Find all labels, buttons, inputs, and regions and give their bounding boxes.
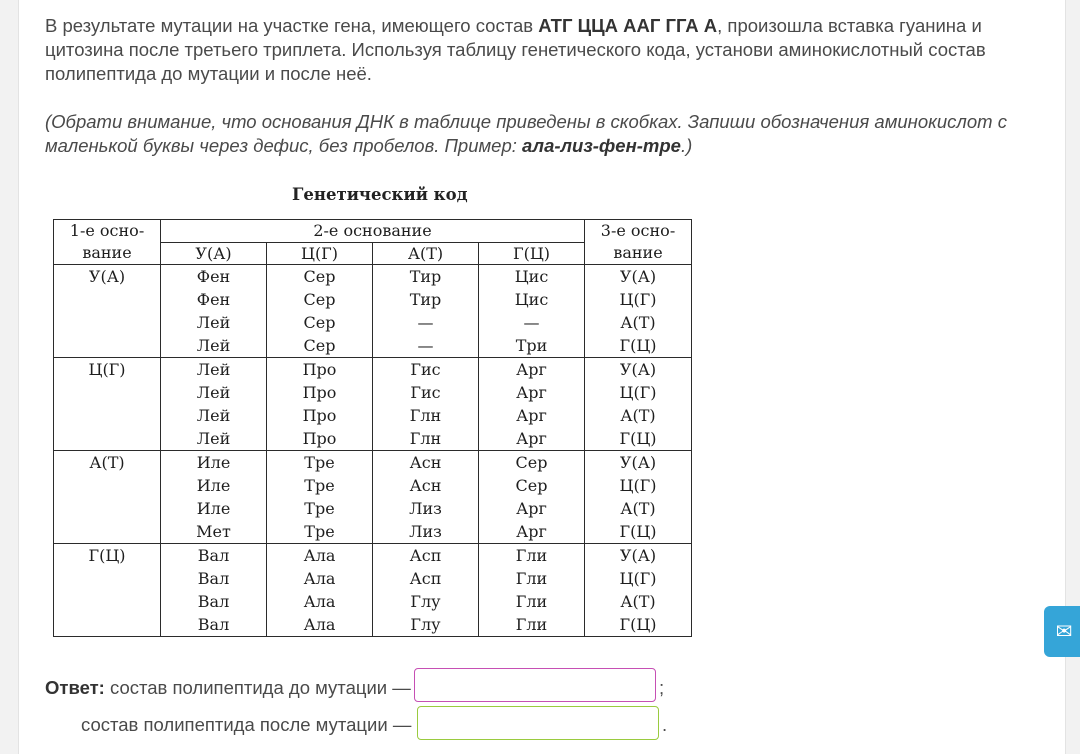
third-base-label: Ц(Г)	[619, 476, 657, 495]
task-text	[45, 14, 1035, 86]
third-base-label: У(А)	[619, 546, 657, 565]
first-base-label: У(А)	[54, 265, 161, 358]
header-text: 1-е осно-	[69, 221, 145, 240]
amino-acid: Ала	[303, 592, 336, 611]
amino-acid: Асп	[409, 546, 442, 565]
amino-acid: Ала	[303, 615, 336, 634]
header-text: вание	[613, 243, 663, 262]
second-base-label: У(А)	[161, 242, 267, 265]
third-base-label: Г(Ц)	[619, 522, 657, 541]
first-base-label: Г(Ц)	[54, 544, 161, 637]
amino-acid: Гли	[515, 615, 548, 634]
amino-acid-cell	[161, 544, 267, 637]
amino-acid: Цис	[514, 267, 549, 286]
amino-acid: Тре	[304, 499, 335, 518]
amino-acid-cell	[479, 451, 585, 544]
amino-acid: Глн	[409, 406, 442, 425]
amino-acid: Глу	[410, 615, 441, 634]
third-base-label: Г(Ц)	[619, 336, 657, 355]
answer-input-after[interactable]	[417, 706, 659, 740]
amino-acid: Тре	[304, 522, 335, 541]
amino-acid: Про	[302, 429, 337, 448]
amino-acid: Про	[302, 406, 337, 425]
amino-acid-cell	[161, 265, 267, 358]
note-text-part: (Обрати внимание, что основания ДНК в таблице приведены в скобках. Запиши обозначения аминокислот с маленькой буквы через дефис, без пробелов. Пример:	[45, 111, 1007, 156]
amino-acid: Про	[302, 360, 337, 379]
third-base-cell	[585, 544, 692, 637]
amino-acid: Ала	[303, 569, 336, 588]
amino-acid-cell	[161, 451, 267, 544]
header-third-base	[585, 220, 692, 265]
amino-acid: Арг	[516, 499, 547, 518]
second-base-label: А(Т)	[373, 242, 479, 265]
third-base-label: Ц(Г)	[619, 290, 657, 309]
amino-acid: Сер	[303, 336, 336, 355]
third-base-label: А(Т)	[620, 313, 656, 332]
amino-acid: Сер	[515, 476, 548, 495]
amino-acid: Иле	[196, 453, 231, 472]
amino-acid-cell	[373, 358, 479, 451]
third-base-cell	[585, 265, 692, 358]
third-base-label: У(А)	[619, 360, 657, 379]
third-base-label: А(Т)	[620, 592, 656, 611]
note-text-part: .)	[680, 135, 693, 156]
header-text: 3-е осно-	[600, 221, 676, 240]
amino-acid: Мет	[196, 522, 231, 541]
answer-line-before	[45, 676, 411, 700]
amino-acid-cell	[373, 265, 479, 358]
amino-acid-cell	[267, 544, 373, 637]
instruction-note	[45, 110, 1035, 158]
third-base-label: Г(Ц)	[619, 615, 657, 634]
third-base-label: У(А)	[619, 453, 657, 472]
amino-acid: Арг	[516, 383, 547, 402]
amino-acid: Фен	[196, 267, 231, 286]
amino-acid: Лиз	[409, 522, 442, 541]
amino-acid: Лей	[196, 429, 231, 448]
amino-acid-cell	[267, 265, 373, 358]
amino-acid: Иле	[196, 476, 231, 495]
amino-acid: —	[417, 336, 434, 355]
amino-acid: Лей	[196, 406, 231, 425]
amino-acid: Арг	[516, 429, 547, 448]
amino-acid: Сер	[303, 267, 336, 286]
amino-acid: Сер	[303, 290, 336, 309]
task-text-part: В результате мутации на участке гена, имеющего состав	[45, 15, 539, 36]
separator: .	[662, 714, 668, 735]
header-text: вание	[82, 243, 132, 262]
amino-acid: Вал	[197, 569, 230, 588]
amino-acid: Про	[302, 383, 337, 402]
amino-acid-cell	[479, 265, 585, 358]
table-title: Генетический код	[292, 185, 468, 204]
amino-acid: Лей	[196, 313, 231, 332]
amino-acid: Асн	[409, 476, 442, 495]
answer-prompt-before: состав полипептида до мутации —	[104, 677, 411, 698]
second-base-label: Г(Ц)	[479, 242, 585, 265]
amino-acid-cell	[373, 451, 479, 544]
amino-acid: Тир	[409, 267, 442, 286]
amino-acid: Иле	[196, 499, 231, 518]
amino-acid: —	[417, 313, 434, 332]
amino-acid: Лей	[196, 336, 231, 355]
amino-acid: Тре	[304, 476, 335, 495]
third-base-label: Ц(Г)	[619, 383, 657, 402]
amino-acid: Сер	[515, 453, 548, 472]
amino-acid-cell	[373, 544, 479, 637]
amino-acid-cell	[267, 451, 373, 544]
amino-acid: Три	[515, 336, 548, 355]
amino-acid: Арг	[516, 406, 547, 425]
amino-acid: Вал	[197, 546, 230, 565]
mail-icon: ✉	[1055, 621, 1073, 643]
amino-acid: Лей	[196, 360, 231, 379]
amino-acid-cell	[267, 358, 373, 451]
third-base-label: Ц(Г)	[619, 569, 657, 588]
amino-acid: Арг	[516, 522, 547, 541]
amino-acid: Асп	[409, 569, 442, 588]
amino-acid-cell	[479, 544, 585, 637]
answer-prompt-after: состав полипептида после мутации —	[81, 714, 412, 735]
amino-acid: Ала	[303, 546, 336, 565]
first-base-label: А(Т)	[54, 451, 161, 544]
amino-acid: Гис	[410, 383, 441, 402]
amino-acid: Цис	[514, 290, 549, 309]
third-base-label: А(Т)	[620, 406, 656, 425]
genetic-code-table	[53, 219, 692, 637]
third-base-label: А(Т)	[620, 499, 656, 518]
amino-acid: Лиз	[409, 499, 442, 518]
amino-acid: Тре	[304, 453, 335, 472]
amino-acid: —	[523, 313, 540, 332]
third-base-label: У(А)	[619, 267, 657, 286]
header-second-base: 2-е основание	[161, 220, 585, 243]
amino-acid: Фен	[196, 290, 231, 309]
first-base-label: Ц(Г)	[54, 358, 161, 451]
amino-acid: Гли	[515, 546, 548, 565]
third-base-cell	[585, 451, 692, 544]
amino-acid: Тир	[409, 290, 442, 309]
amino-acid: Арг	[516, 360, 547, 379]
amino-acid: Глу	[410, 592, 441, 611]
amino-acid: Гли	[515, 592, 548, 611]
amino-acid: Лей	[196, 383, 231, 402]
third-base-cell	[585, 358, 692, 451]
amino-acid: Гис	[410, 360, 441, 379]
amino-acid: Сер	[303, 313, 336, 332]
separator: ;	[659, 677, 665, 698]
amino-acid-cell	[479, 358, 585, 451]
third-base-label: Г(Ц)	[619, 429, 657, 448]
task-text-part: , произошла вставка гуанина и цитозина после третьего триплета. Используя таблицу генетического кода, установи аминокислотный состав полипептида до мутации и после неё.	[45, 15, 986, 84]
amino-acid: Вал	[197, 615, 230, 634]
header-first-base	[54, 220, 161, 265]
amino-acid: Глн	[409, 429, 442, 448]
second-base-label: Ц(Г)	[267, 242, 373, 265]
amino-acid-cell	[161, 358, 267, 451]
answer-label: Ответ:	[45, 677, 105, 698]
dna-sequence: АТГ ЦЦА ААГ ГГА А	[538, 15, 718, 36]
amino-acid: Гли	[515, 569, 548, 588]
answer-input-before[interactable]	[414, 668, 656, 702]
example-answer: ала-лиз-фен-тре	[522, 135, 681, 156]
amino-acid: Вал	[197, 592, 230, 611]
feedback-mail-button[interactable]	[1044, 606, 1080, 657]
amino-acid: Асн	[409, 453, 442, 472]
